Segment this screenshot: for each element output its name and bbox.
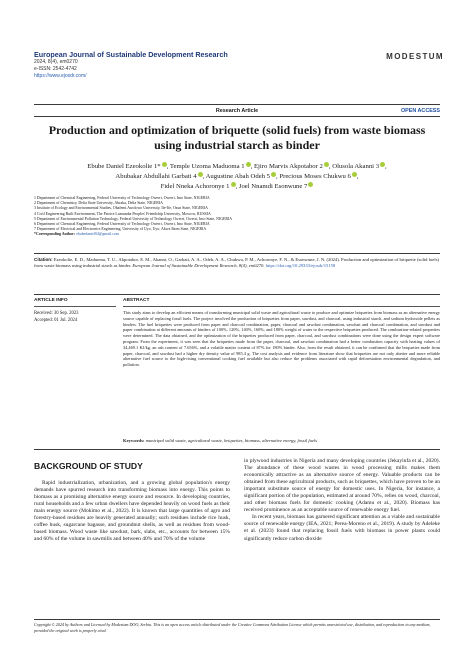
affiliation-item: 7 Department of Electrical and Electronics Engineering, University of Uyo, Uyo, Akwa Ibom State, NIGERIA <box>34 227 207 232</box>
body-column-right <box>244 458 440 543</box>
divider <box>123 306 440 307</box>
affiliation-item: 5 Department of Environmental Pollution Technology, Federal University of Technology Owerri, Owerri, Imo State, NIGERIA <box>34 216 233 221</box>
corresponding-email-link[interactable]: ebubedaniel04@gmail.com <box>76 232 119 237</box>
body-paragraph: Rapid industrialization, urbanization, and a growing global population's energy demands have spurred research into transforming biomass into energy. This points to biomass as a promising alternative energy source and resource. In developing countries, rural households and a few urban dwellers have depended heavily on wood fuels as their main energy source (Mokimo et al., 2022). It is known that large quantities of agro and forestry-based residues are heavily generated annually; such residues include rice husk, coffee husk, sugarcane bagasse, and groundnut shells, as well as residues from wood-based biomass. Wood waste like sawdust, bark, slabs, etc., accounts for between 15% and 60% of the volume in sawmills and between 40% and 70% of the volume <box>34 480 230 543</box>
body-paragraph: in plywood industries in Nigeria and many developing countries (Jekayinfa et al., 2020). The abundance of these wood wastes in wood processing mills makes them economically attractive as an alternative source of energy. Valuable products can be obtained from these agricultural products, such as briquettes, which have proven to be an important substitute source of energy for domestic uses. In Nigeria, for instance, a significant portion of the population, estimated at around 70%, relies on wood, charcoal, and other biomass fuels for domestic cooking (Adamu et al., 2020). Biomass has received prominence as an acceptable source of renewable energy fuel. <box>244 458 440 514</box>
affiliation-item: 4 Civil Engineering Built Environment, The Patrice Lumumba Peoples' Friendship University, Moscow, RUSSIA <box>34 211 211 216</box>
keywords <box>123 438 440 443</box>
doi-link[interactable]: https://doi.org/10.29333/ejosdr/15158 <box>265 263 336 269</box>
orcid-icon[interactable] <box>231 182 236 187</box>
accepted-date: Accepted: 01 Jul. 2024 <box>34 318 78 323</box>
author-list <box>40 162 434 192</box>
header-rule-bottom <box>34 116 440 117</box>
abstract-heading: ABSTRACT <box>123 298 150 303</box>
received-date: Received: 30 Sep. 2023 <box>34 311 79 316</box>
volume-line: 2024, 8(4), em0270 <box>34 59 78 65</box>
body-paragraph: In recent years, biomass has garnered significant attention as a viable and sustainable source of renewable energy (IEA, 2021; Perea-Moreno et al., 2019). A study by Adeleke et al. (2023) found that replacing fossil fuels with biomass in power plants could significantly reduce carbon dioxide <box>244 514 440 542</box>
corresponding-label: *Corresponding Author: <box>34 232 76 237</box>
copyright-notice: Copyright © 2024 by Authors and Licensed by Modestum DOO, Serbia. This is an open access article distributed under the Creative Commons Attribution License which permits unrestricted use, distribution, and reproduction in any medium, provided the original work is properly cited. <box>34 622 431 633</box>
corresponding-author <box>34 232 440 237</box>
divider <box>34 306 116 307</box>
orcid-icon[interactable] <box>380 162 385 167</box>
orcid-icon[interactable] <box>162 162 167 167</box>
body-column-left <box>34 480 230 543</box>
header-rule <box>34 104 440 105</box>
affiliation-item: 1 Department of Chemical Engineering, Federal University of Technology Owerri, Owerri, Imo State, NIGERIA <box>34 196 210 200</box>
publisher-logo: MODESTUM <box>386 52 444 61</box>
abstract <box>123 298 440 368</box>
keywords-label: Keywords: <box>123 438 145 443</box>
abstract-text: This study aims to develop an efficient means of transforming municipal solid waste and agricultural waste to produce and optimize briquettes from biomass as an alternative energy source capable of replacing fossil fuels. The project involved the production of briquettes from paper, sawdust, and charcoal, using industrial starch, and sodium hydroxide pellets as binders. The fuel briquettes were produced from paper and charcoal combination, paper, charcoal and sawdust combination, sawdust and charcoal combination, and sawdust and paper combination at different amounts of binders of 100%, 120%, 140%, 160%, and 180% weight of water to the respective briquettes produced. The combustion-related properties were determined. The data obtained, and the optimization of the briquettes produced from paper, charcoal, and sawdust combinations were done using the design expert software program. From the experiment, it was seen that the briquettes made from the paper, charcoal, and sawdust combination had a better combustion capacity with heating values of 34,469.1 KJ/kg, an ash content of 7.656%, and a volatile matter content of 87% for 180% binder. Also, from the result obtained, it can be confirmed that the briquettes made from paper, charcoal, and sawdust had a higher dry density value of 985.4 g. The cost analysis and evidence from literature show that briquettes are not only abetter and more reliable alternative fuel source to the high-rising conventional cooking fuel available but also reduce the problems associated with rapid deforestation environmental degradation, and pollution. <box>123 310 440 368</box>
citation-text: Ezeokolie, E. D., Maduoma, T. U., Akpotabor, E. M., Akanni, O., Garbati, A. A., Odeh, A. A., Chukwu, P. M., Achoronye, F. N., & Esonwune, J. N. (2024). Production and optimization of briquette (solid fuels) from waste biomass using industrial starch as binder. <box>34 257 440 269</box>
article-type: Research Article <box>215 108 259 114</box>
open-access-badge: OPEN ACCESS <box>400 108 440 114</box>
journal-header <box>34 50 444 79</box>
orcid-icon[interactable] <box>324 162 329 167</box>
info-rule-top <box>34 294 440 295</box>
journal-website-link[interactable]: https://www.ejosdr.com/ <box>34 73 87 79</box>
affiliation-item: 3 Institute of Ecology and Environmental Studies, Obafemi Awolowo University, Ile-Ife, Osun State, NIGERIA <box>34 206 208 211</box>
author-line: Fidel Nneka Achoronye 1 , Joel Nnamdi Esonwune 7 <box>40 182 434 192</box>
affiliation-item: 2 Department of Chemistry, Delta State University, Abraka, Delta State, NIGERIA <box>34 201 163 206</box>
orcid-icon[interactable] <box>246 162 251 167</box>
citation-rule-top <box>34 253 440 254</box>
paper-title: Production and optimization of briquette (solid fuels) from waste biomass using industrial starch as binder <box>48 123 426 152</box>
affiliation-item: 6 Department of Chemical Engineering, Federal University of Technology Owerri, Owerri, Imo State, NIGERIA <box>34 222 210 227</box>
citation-block <box>34 257 440 270</box>
author-line: Ebube Daniel Ezeokolie 1* , Temple Uzoma Maduoma 1 , Ejiro Marvis Akpotabor 2 , Olusola Akanni 3 , <box>87 163 387 170</box>
keywords-text: municipal solid waste, agricultural waste, briquettes, biomass, alternative energy, fossil fuels <box>145 438 318 443</box>
journal-title: European Journal of Sustainable Development Research <box>34 50 228 59</box>
article-info-heading: ARTICLE INFO <box>34 298 68 303</box>
eissn: e-ISSN: 2542-4742 <box>34 66 77 72</box>
article-info <box>34 298 116 324</box>
citation-label: Citation: <box>34 257 53 262</box>
abstract-rule-bottom <box>34 449 440 450</box>
orcid-icon[interactable] <box>352 172 357 177</box>
author-line: Abubakar Abdullahi Garbati 4 , Augustine Abah Odeh 5 , Precious Moses Chukwu 6 , <box>115 173 359 180</box>
orcid-icon[interactable] <box>271 172 276 177</box>
footer-rule <box>34 619 440 620</box>
affiliations <box>34 196 440 238</box>
citation-journal: European Journal of Sustainable Development Research, 8(4), em0270. <box>132 263 265 269</box>
orcid-icon[interactable] <box>198 172 203 177</box>
orcid-icon[interactable] <box>308 182 313 187</box>
section-heading: BACKGROUND OF STUDY <box>34 461 143 471</box>
